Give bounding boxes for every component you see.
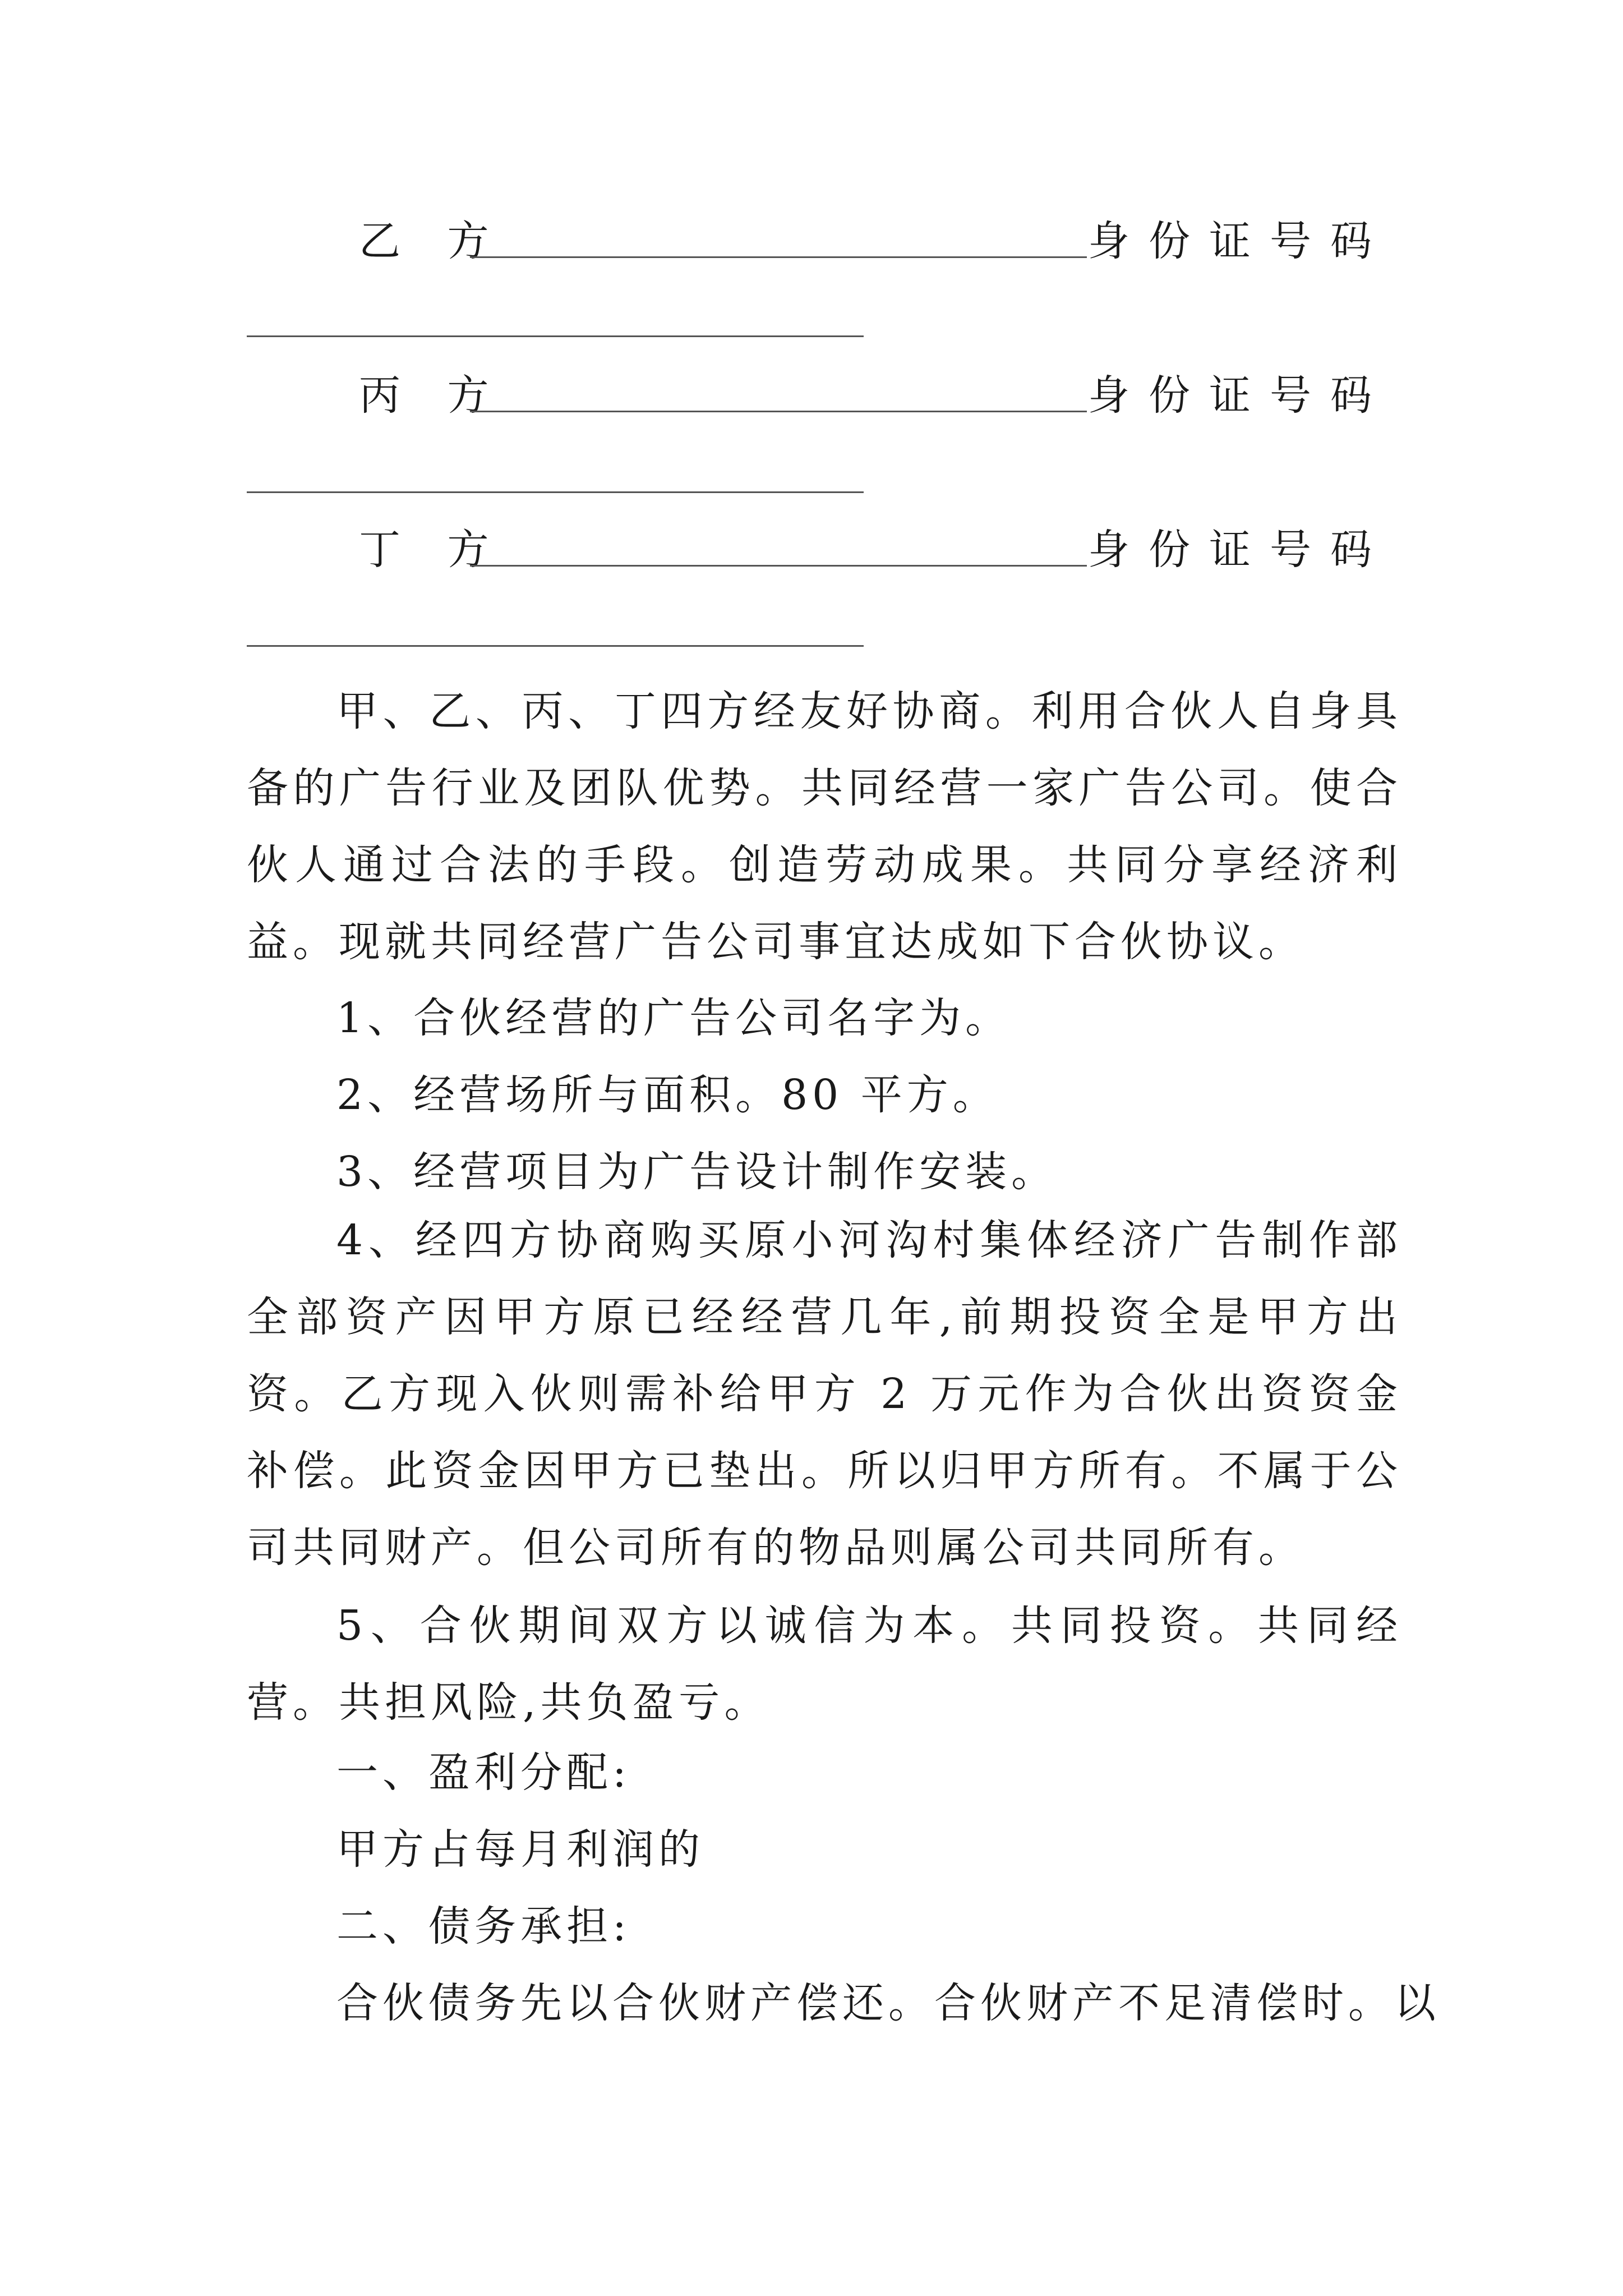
section-profit-title: 一、盈利分配:	[336, 1749, 631, 1797]
clause-2: 2、经营场所与面积。80 平方。	[336, 1071, 999, 1119]
clause-4: 4、经四方协商购买原小河沟村集体经济广告制作部全部资产因甲方原已经经营几年,前期投资全是甲方出资。乙方现入伙则需补给甲方 2 万元作为合伙出资资金补偿。此资金因甲方已垫出。所以归甲方所有。不属于公司共同财产。但公司所有的物品则属公司共同所有。	[247, 1216, 1402, 1572]
party-label: 丙 方	[359, 371, 506, 420]
party-label: 丁 方	[359, 526, 506, 574]
party-row-ding	[247, 519, 1391, 581]
name-blank-line	[470, 411, 1087, 412]
id-number-blank-line	[247, 491, 864, 493]
section-debt-text: 合伙债务先以合伙财产偿还。合伙财产不足清偿时。以	[336, 1979, 1440, 2027]
clause-3: 3、经营项目为广告设计制作安装。	[336, 1148, 1058, 1196]
section-debt-title: 二、债务承担:	[336, 1902, 631, 1950]
id-number-label: 身份证号码	[1088, 371, 1391, 420]
id-number-blank-line	[247, 335, 864, 337]
clause-5: 5、合伙期间双方以诚信为本。共同投资。共同经营。共担风险,共负盈亏。	[247, 1602, 1402, 1727]
name-blank-line	[470, 256, 1087, 258]
party-label: 乙 方	[359, 217, 506, 265]
section-profit-text: 甲方占每月利润的	[336, 1825, 704, 1874]
name-blank-line	[470, 565, 1087, 567]
id-number-blank-line	[247, 645, 864, 647]
party-row-bing	[247, 365, 1391, 426]
party-row-yi	[247, 210, 1391, 272]
id-number-label: 身份证号码	[1088, 217, 1391, 265]
intro-paragraph: 甲、乙、丙、丁四方经友好协商。利用合伙人自身具备的广告行业及团队优势。共同经营一家广告公司。使合伙人通过合法的手段。创造劳动成果。共同分享经济利益。现就共同经营广告公司事宜达成如下合伙协议。	[247, 687, 1402, 966]
clause-1: 1、合伙经营的广告公司名字为。	[336, 994, 1012, 1042]
id-number-label: 身份证号码	[1088, 526, 1391, 574]
